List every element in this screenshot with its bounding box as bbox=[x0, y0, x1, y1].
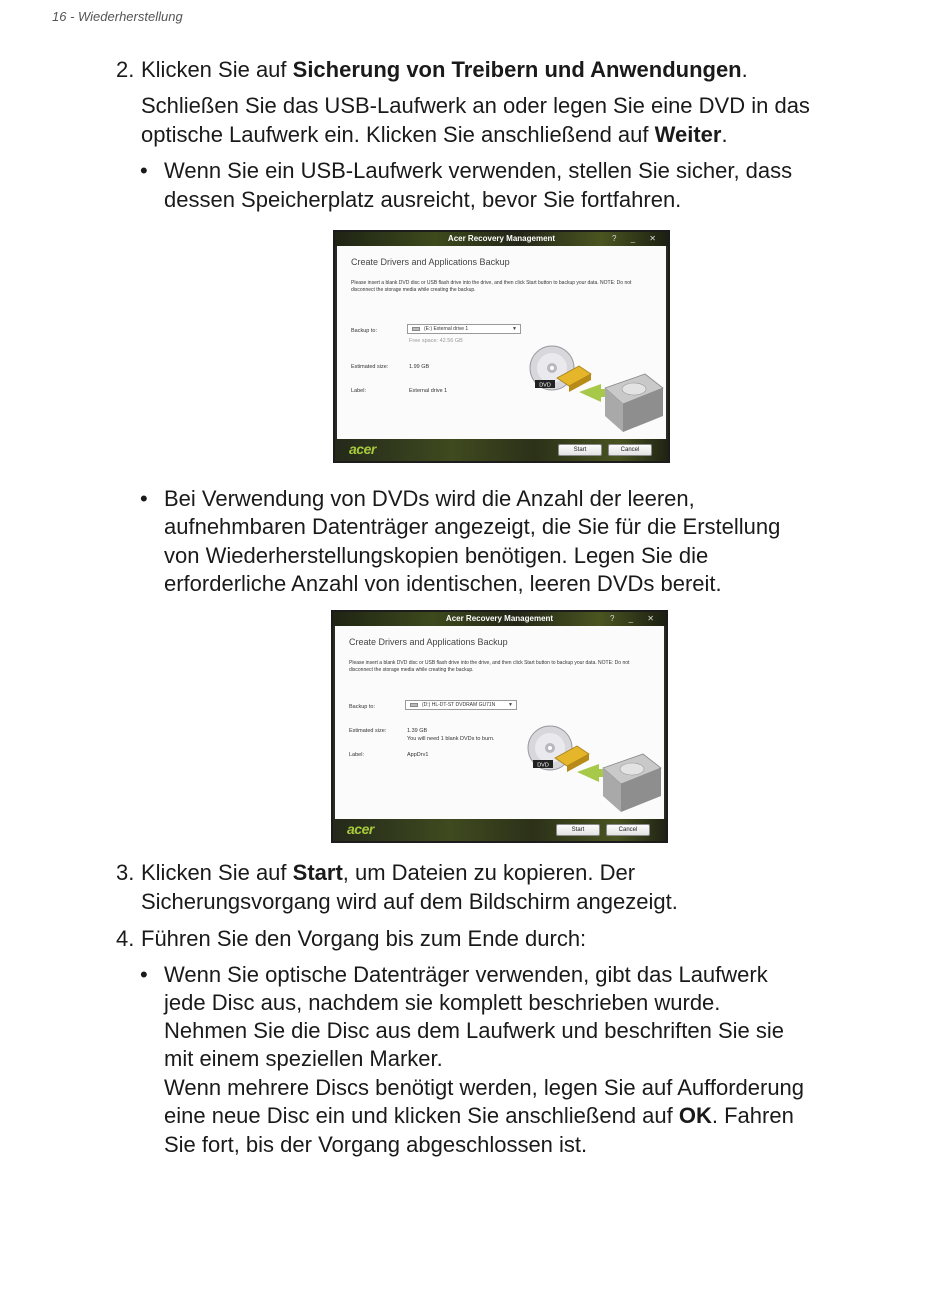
dvd-to-drive-illustration-icon bbox=[515, 718, 665, 813]
backup-to-select: (D:) HL-DT-ST DVDRAM GU71N ▼ bbox=[405, 700, 517, 710]
label-label: Label: bbox=[349, 752, 364, 758]
bullet-3-line-1: Wenn Sie optische Datenträger verwenden, gibt das Laufwerk bbox=[164, 962, 768, 987]
panel-title: Create Drivers and Applications Backup bbox=[349, 637, 508, 647]
svg-text:DVD: DVD bbox=[539, 382, 551, 389]
step-3-number: 3. bbox=[116, 860, 135, 885]
window-panel bbox=[337, 246, 666, 439]
cancel-button[interactable]: Cancel bbox=[608, 444, 652, 456]
step-3-line-1: Klicken Sie auf Start, um Dateien zu kopieren. Der bbox=[141, 860, 636, 885]
window-controls: ? _ ✕ bbox=[611, 234, 662, 243]
bullet-3-line-5: Wenn mehrere Discs benötigt werden, legen Sie auf Aufforderung bbox=[164, 1075, 805, 1100]
estimated-size-value: 1.39 GB bbox=[407, 728, 428, 734]
chevron-down-icon: ▼ bbox=[512, 326, 517, 332]
bullet-3-line-7: Sie fort, bis der Vorgang abgeschlossen ist. bbox=[164, 1132, 588, 1157]
svg-text:DVD: DVD bbox=[537, 762, 549, 769]
start-button[interactable]: Start bbox=[556, 824, 600, 836]
step-2-number: 2. bbox=[116, 57, 135, 82]
label-value: AppDrv1 bbox=[407, 752, 429, 758]
bullet-3-marker: • bbox=[140, 962, 148, 987]
estimated-size-label: Estimated size: bbox=[349, 728, 387, 734]
bullet-2-marker: • bbox=[140, 486, 148, 511]
bullet-3-line-4: mit einem speziellen Marker. bbox=[164, 1046, 443, 1071]
bullet-3-line-6: eine neue Disc ein und klicken Sie anschließend auf OK. Fahren bbox=[164, 1103, 794, 1128]
acer-logo: acer bbox=[349, 441, 376, 457]
drive-icon bbox=[410, 703, 418, 707]
step-2-text: Klicken Sie auf Sicherung von Treibern und Anwendungen. bbox=[141, 57, 748, 82]
window-footer bbox=[335, 439, 668, 461]
bullet-3-line-2: jede Disc aus, nachdem sie komplett beschrieben wurde. bbox=[164, 990, 721, 1015]
window-title: Acer Recovery Management bbox=[445, 614, 554, 623]
step-4-number: 4. bbox=[116, 926, 135, 951]
window-title: Acer Recovery Management bbox=[447, 234, 556, 243]
label-value: External drive 1 bbox=[409, 388, 448, 394]
panel-description: Please insert a blank DVD disc or USB flash drive into the drive, and then click Start button to backup your data. NOTE: Do not disconnect the storage media while creating the backup. bbox=[351, 280, 632, 293]
step-2-paragraph-line-2: optische Laufwerk ein. Klicken Sie anschließend auf Weiter. bbox=[141, 122, 728, 147]
window-controls: ? _ ✕ bbox=[609, 614, 660, 623]
backup-to-label: Backup to: bbox=[351, 328, 377, 334]
cancel-button[interactable]: Cancel bbox=[606, 824, 650, 836]
bullet-2-line-1: Bei Verwendung von DVDs wird die Anzahl der leeren, bbox=[164, 486, 695, 511]
dvd-to-drive-illustration-icon bbox=[517, 338, 667, 433]
dvd-count-note: You will need 1 blank DVDs to burn. bbox=[407, 736, 495, 742]
acer-logo: acer bbox=[347, 821, 374, 837]
bullet-2-line-2: aufnehmbaren Datenträger angezeigt, die Sie für die Erstellung bbox=[164, 514, 781, 539]
step-3-line-2: Sicherungsvorgang wird auf dem Bildschirm angezeigt. bbox=[141, 889, 678, 914]
chevron-down-icon: ▼ bbox=[508, 702, 513, 708]
step-4-text: Führen Sie den Vorgang bis zum Ende durch: bbox=[141, 926, 587, 951]
estimated-size-label: Estimated size: bbox=[351, 364, 389, 370]
bullet-2-line-4: erforderliche Anzahl von identischen, leeren DVDs bereit. bbox=[164, 571, 722, 596]
bullet-1-line-1: Wenn Sie ein USB-Laufwerk verwenden, stellen Sie sicher, dass bbox=[164, 158, 793, 183]
estimated-size-value: 1.99 GB bbox=[409, 364, 430, 370]
screenshot-dvd-backup bbox=[331, 610, 668, 843]
drive-icon bbox=[412, 327, 420, 331]
window-footer bbox=[333, 819, 666, 841]
window-titlebar bbox=[335, 232, 668, 246]
screenshot-external-drive-backup bbox=[333, 230, 670, 463]
start-button[interactable]: Start bbox=[558, 444, 602, 456]
step-2-paragraph-line-1: Schließen Sie das USB-Laufwerk an oder legen Sie eine DVD in das bbox=[141, 93, 810, 118]
bullet-1-line-2: dessen Speicherplatz ausreicht, bevor Sie fortfahren. bbox=[164, 187, 682, 212]
panel-title: Create Drivers and Applications Backup bbox=[351, 257, 510, 267]
label-label: Label: bbox=[351, 388, 366, 394]
bullet-1-marker: • bbox=[140, 158, 148, 183]
panel-description: Please insert a blank DVD disc or USB flash drive into the drive, and then click Start button to backup your data. NOTE: Do not disconnect the storage media while creating the backup. bbox=[349, 660, 630, 673]
free-space-text: Free space: 42.56 GB bbox=[409, 338, 463, 344]
bullet-2-line-3: von Wiederherstellungskopien benötigen. Legen Sie die bbox=[164, 543, 709, 568]
backup-to-label: Backup to: bbox=[349, 704, 375, 710]
window-titlebar bbox=[333, 612, 666, 626]
backup-to-select: (E:) External drive 1 ▼ bbox=[407, 324, 521, 334]
window-panel bbox=[335, 626, 664, 819]
page-header: 16 - Wiederherstellung bbox=[52, 9, 183, 24]
bullet-3-line-3: Nehmen Sie die Disc aus dem Laufwerk und beschriften Sie sie bbox=[164, 1018, 784, 1043]
